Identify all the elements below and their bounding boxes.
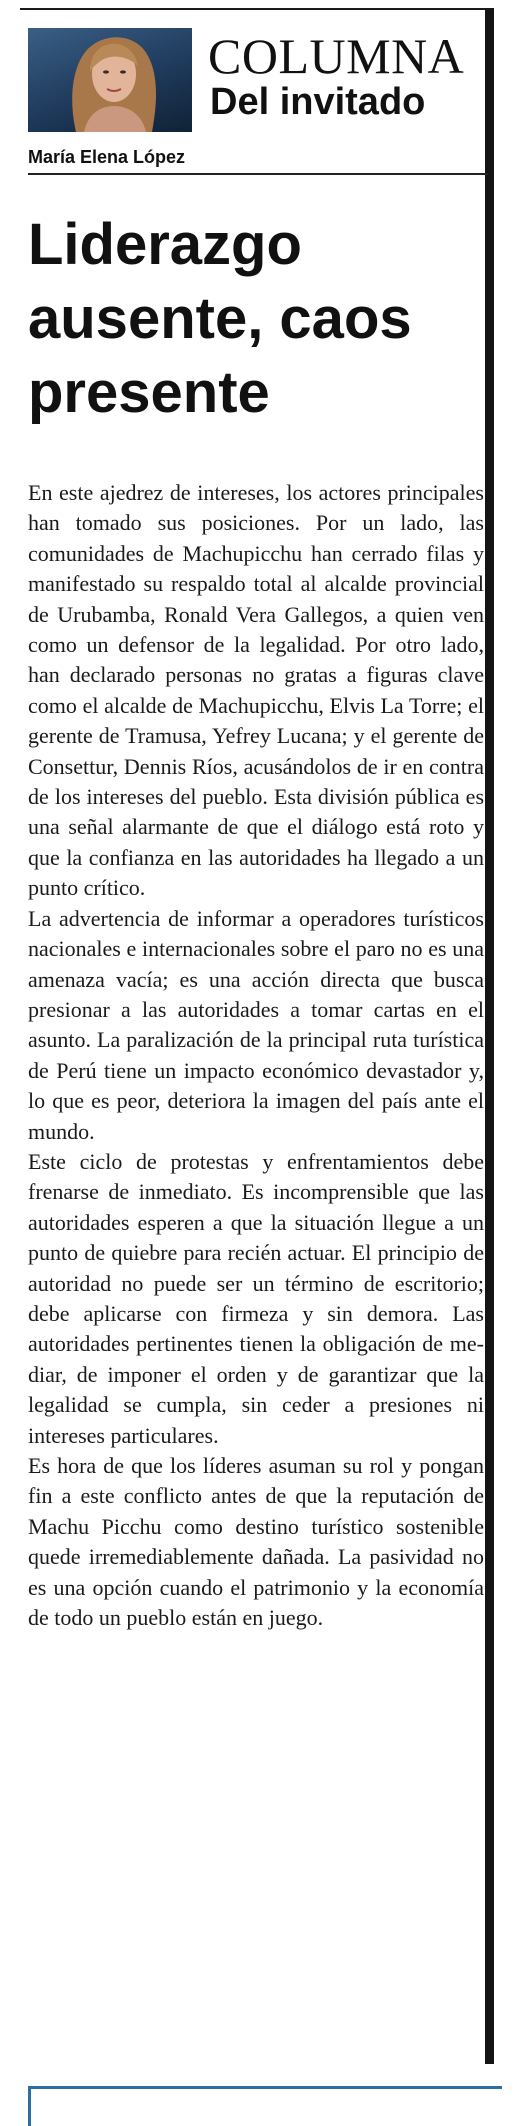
article-body [28, 478, 484, 1633]
section-subkicker: Del invitado [210, 81, 426, 123]
article-headline [28, 208, 488, 430]
headline-line: Liderazgo [28, 212, 302, 277]
body-paragraph: Este ciclo de protestas y enfrentamientos debe frenarse de inmediato. Es incomprensible que las autoridades esperen a que la situación llegue a un punto de quiebre para recién actuar. El principio de autoridad no puede ser un término de escritorio; debe aplicarse con firmeza y sin demora. Las autoridades pertinentes tienen la obligación de mediar, de imponer el orden y de garantizar que la legalidad se cumpla, sin ceder a presiones ni intereses particulares. [28, 1148, 484, 1448]
section-kicker: COLUMNA [208, 28, 465, 84]
author-divider [28, 173, 488, 175]
body-paragraph: La advertencia de informar a operadores turísticos nacionales e internacionales sobre el paro no es una amenaza vacía; es una acción directa que busca presionar a las autoridades a tomar cartas en el asunto. La paralización de la principal ruta turística de Perú tiene un impacto económico devastador y, lo que es peor, deteriora la imagen del país ante el mundo. [28, 905, 484, 1144]
author-photo [28, 28, 192, 132]
headline-line: ausente, caos [28, 286, 412, 351]
headline-line: presente [28, 360, 270, 425]
body-paragraph: En este ajedrez de intereses, los actores principales han tomado sus posiciones. Por un lado, las comunidades de Machupicchu han cerrado filas y manifestado su respaldo total al alcalde provincial de Urubamba, Ronald Vera Gallegos, a quien ven como un defensor de la legalidad. Por otro lado, han declarado personas no gratas a figuras clave como el alcalde de Machupicchu, Elvis La Torre; el gerente de Tramusa, Yefrey Lucana; y el gerente de Consettur, Dennis Ríos, acusándolos de ir en contra de los intereses del pueblo. Esta división pública es una señal alarmante de que el diálogo está roto y que la confianza en las autoridades ha llegado a un punto crítico. [28, 480, 484, 901]
column-header [28, 28, 488, 136]
author-name: María Elena López [28, 147, 186, 167]
body-paragraph: Es hora de que los líderes asuman su rol y pongan fin a este conflicto antes de que la reputación de Machu Picchu como destino turístico sostenible quede irremediablemente dañada. La pasividad no es una opción cuando el patrimonio y la economía de todo un pueblo están en juego. [28, 1453, 484, 1631]
author-portrait-icon [28, 28, 192, 132]
next-article-box [28, 2086, 502, 2126]
